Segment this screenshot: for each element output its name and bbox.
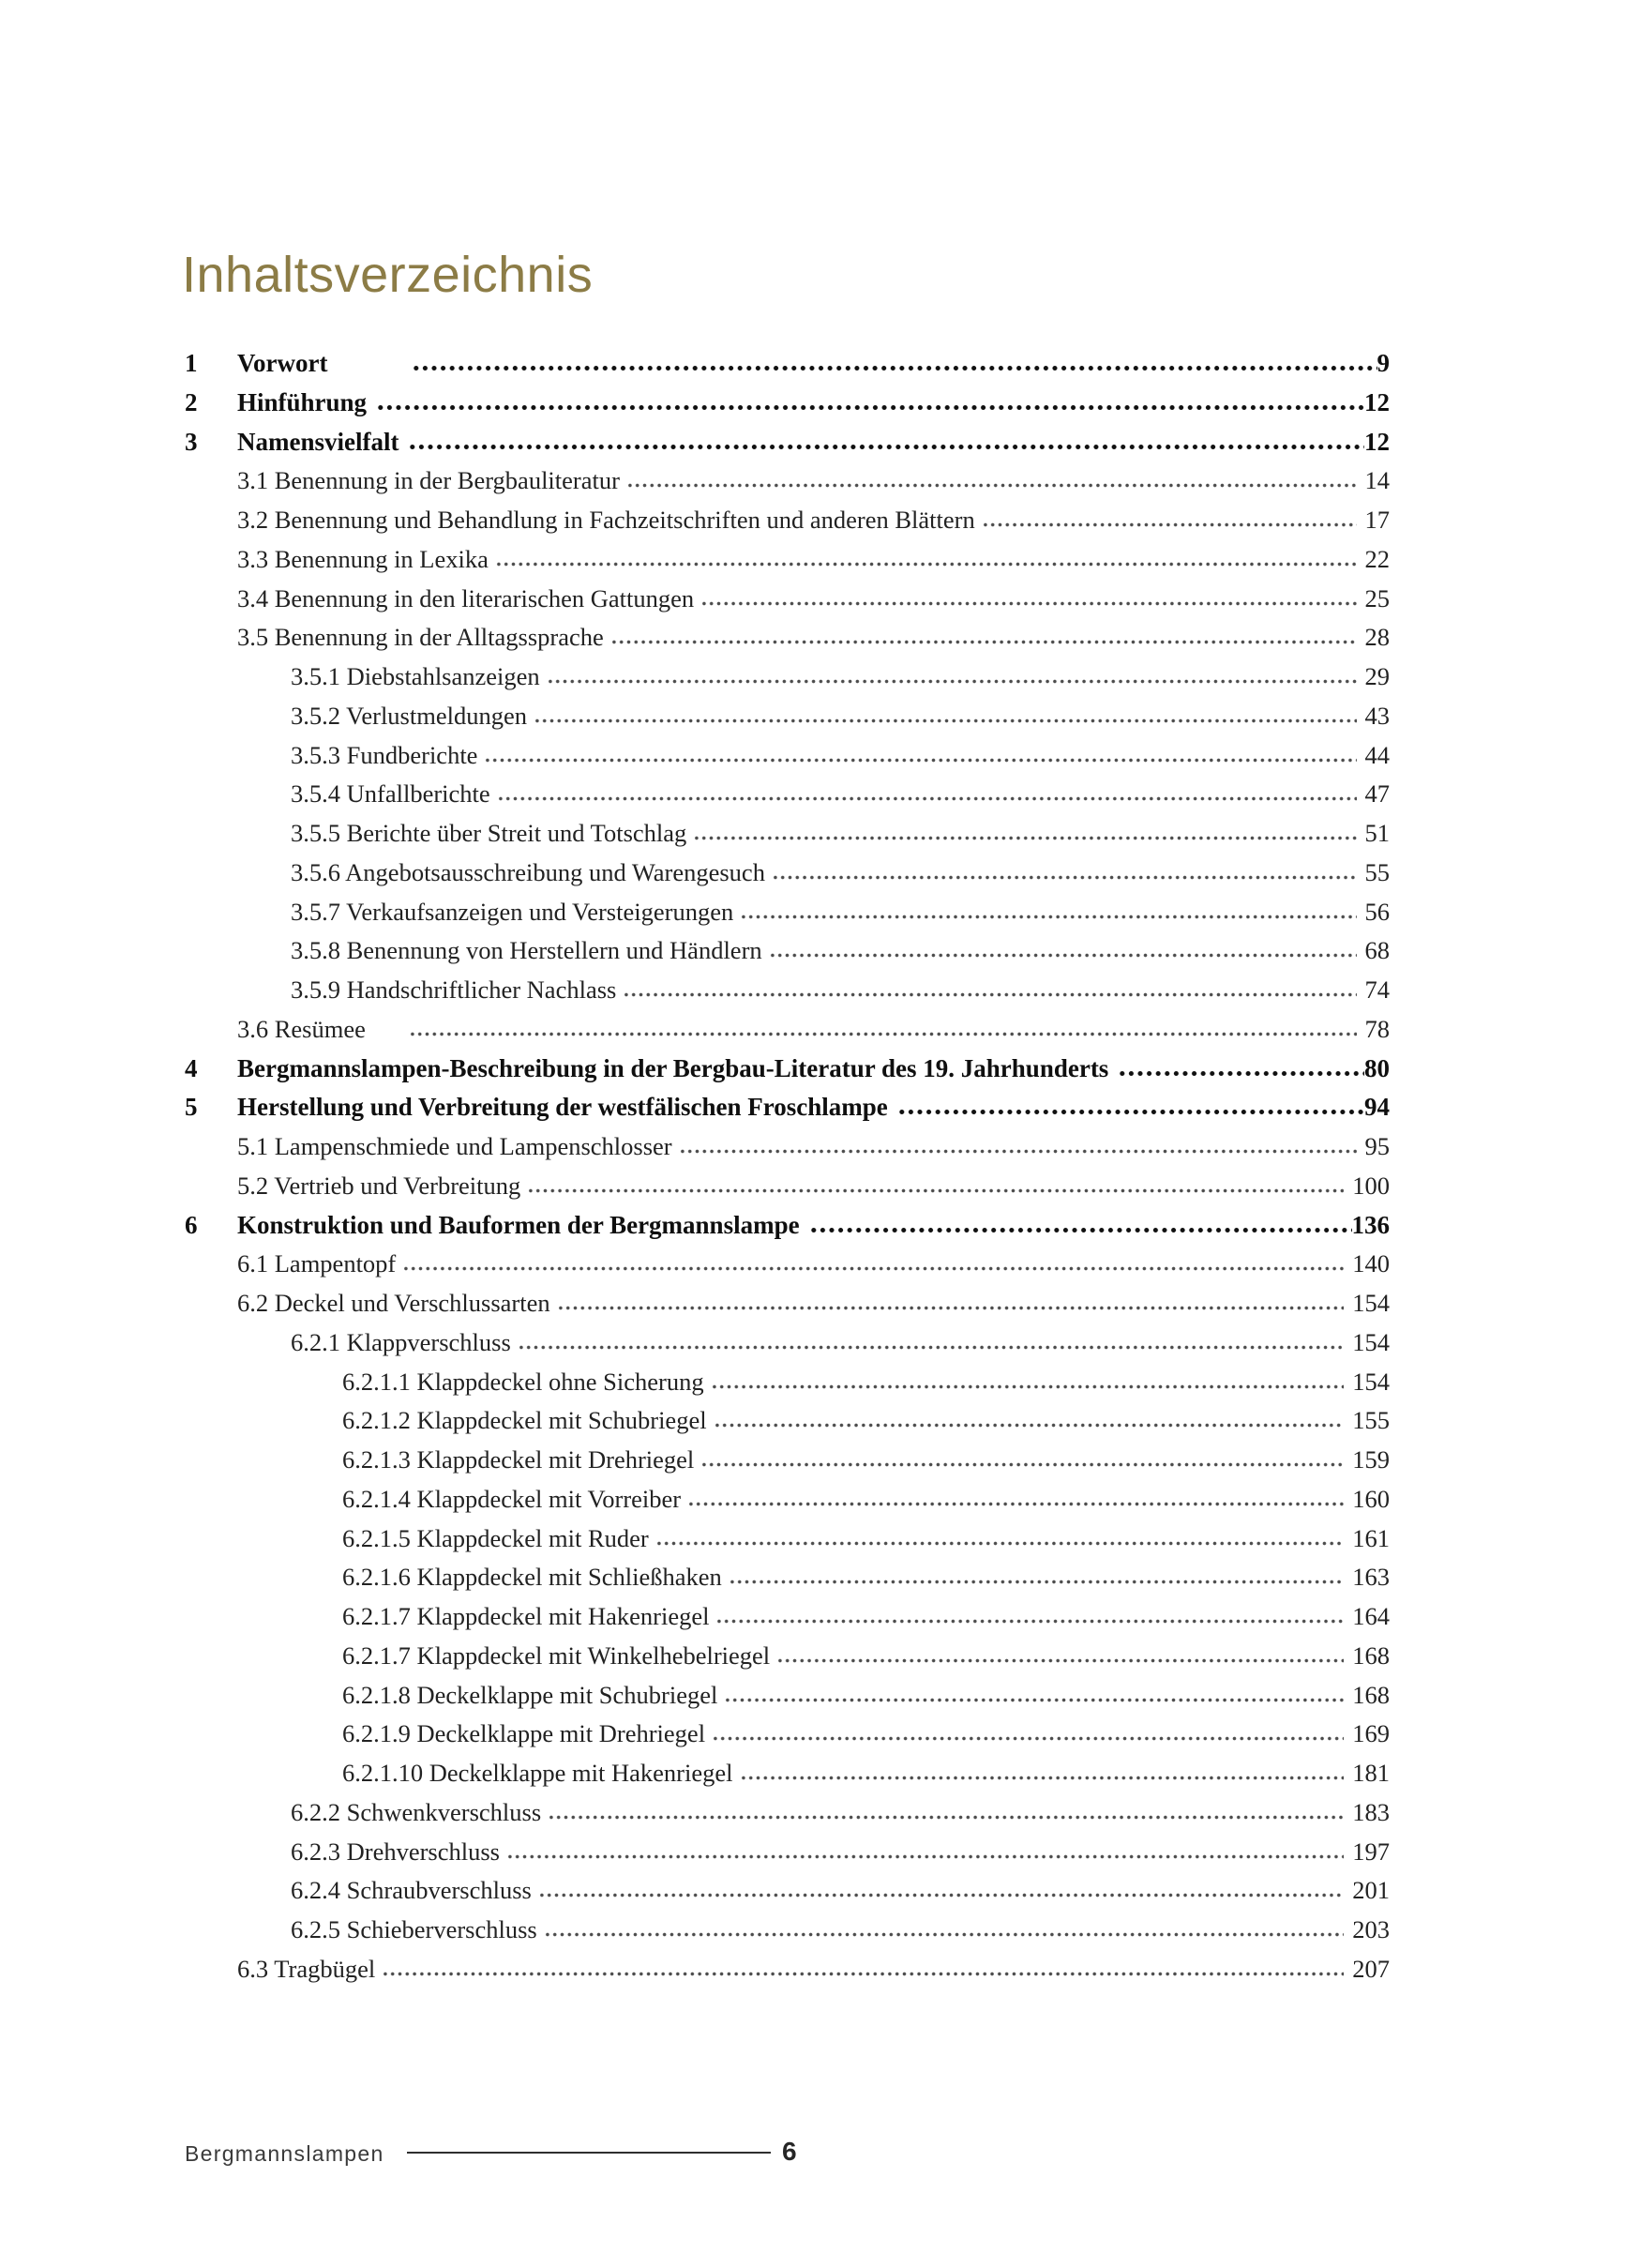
- toc-entry-text: [237, 388, 367, 417]
- toc-entry-text: [342, 1759, 733, 1788]
- toc-entry: [185, 1211, 1390, 1250]
- toc-entry-text: [237, 1132, 672, 1161]
- toc-entry-text: [237, 1955, 375, 1984]
- entry-page-number: 203: [1352, 1915, 1390, 1943]
- toc-entry: [185, 1759, 1390, 1798]
- toc-entry: [185, 1328, 1390, 1368]
- toc-entry: [185, 1641, 1390, 1681]
- entry-label: Klappdeckel mit Hakenriegel: [416, 1602, 710, 1630]
- entry-page-number: 136: [1351, 1210, 1390, 1239]
- section-number: 6.2.2: [291, 1797, 340, 1826]
- toc-entry: [185, 1054, 1390, 1094]
- section-number: 6.2.4: [291, 1876, 340, 1905]
- leader-dots: [740, 914, 1356, 920]
- entry-page-number: 47: [1364, 779, 1390, 809]
- section-number: 3.5.1: [291, 662, 340, 690]
- section-number: 3.5.6: [291, 857, 340, 886]
- toc-entry-text: [237, 1211, 800, 1240]
- entry-page-number: 55: [1364, 857, 1390, 886]
- toc-entry: [185, 898, 1390, 937]
- leader-dots: [711, 1383, 1345, 1390]
- leader-dots: [557, 1305, 1345, 1311]
- leader-dots: [402, 1265, 1344, 1272]
- leader-dots: [495, 561, 1357, 567]
- entry-page-number: 29: [1364, 662, 1390, 690]
- section-number: 6.2.1.9: [342, 1719, 411, 1748]
- leader-dots: [409, 1031, 1357, 1037]
- toc-entry-text: [291, 662, 540, 691]
- toc-entry-text: [291, 1798, 541, 1827]
- leader-dots: [623, 991, 1356, 998]
- page-title: Inhaltsverzeichnis: [182, 247, 594, 303]
- entry-label: Verkaufsanzeigen und Versteigerungen: [346, 897, 734, 926]
- section-number: 6.2.3: [291, 1837, 340, 1866]
- toc-entry-text: [237, 1093, 888, 1122]
- toc-entry: [185, 1132, 1390, 1172]
- section-number: 6.2: [237, 1289, 269, 1317]
- entry-label: Lampentopf: [274, 1249, 397, 1278]
- toc-entry: [185, 1719, 1390, 1759]
- entry-page-number: 154: [1352, 1327, 1390, 1356]
- leader-dots: [982, 522, 1357, 528]
- entry-page-number: 168: [1352, 1680, 1390, 1709]
- entry-label: Klappdeckel mit Winkelhebelriegel: [416, 1641, 771, 1670]
- entry-page-number: 168: [1352, 1641, 1390, 1670]
- entry-label: Vorwort: [237, 349, 328, 377]
- leader-dots: [700, 600, 1356, 607]
- entry-page-number: 154: [1352, 1367, 1390, 1396]
- entry-page-number: 201: [1352, 1876, 1390, 1905]
- entry-label: Bergmannslampen-Beschreibung in der Bergbau-Literatur des 19. Jahrhunderts: [237, 1053, 1109, 1082]
- toc-entry-text: [237, 1289, 550, 1318]
- toc-entry: [185, 1524, 1390, 1564]
- toc-entry: [185, 1602, 1390, 1641]
- leader-dots: [538, 1892, 1344, 1898]
- entry-label: Drehverschluss: [346, 1837, 500, 1866]
- toc-entry: [185, 466, 1390, 506]
- entry-page-number: 95: [1364, 1132, 1390, 1160]
- section-number: 3.6: [237, 1014, 269, 1043]
- entry-label: Klappdeckel mit Schließhaken: [416, 1563, 722, 1592]
- leader-dots: [809, 1227, 1352, 1233]
- entry-page-number: 181: [1352, 1759, 1390, 1787]
- leader-dots: [693, 835, 1356, 841]
- entry-page-number: 9: [1377, 349, 1390, 377]
- entry-label: Schieberverschluss: [346, 1915, 537, 1943]
- entry-page-number: 17: [1364, 506, 1390, 534]
- entry-page-number: 14: [1364, 466, 1390, 495]
- section-number: 6.2.1.3: [342, 1445, 411, 1474]
- footer-book-title: Bergmannslampen: [185, 2141, 384, 2166]
- leader-dots: [712, 1735, 1344, 1742]
- toc-entry: [185, 1563, 1390, 1602]
- leader-dots: [408, 444, 1364, 450]
- leader-dots: [772, 874, 1357, 881]
- toc-entry: [185, 1015, 1390, 1054]
- section-number: 3.5.9: [291, 975, 340, 1004]
- section-number: 3.4: [237, 583, 269, 612]
- section-number: 3.5.5: [291, 819, 340, 847]
- entry-label: Klappdeckel mit Ruder: [416, 1523, 649, 1552]
- section-number: 6.2.1.6: [342, 1563, 411, 1592]
- entry-page-number: 78: [1364, 1014, 1390, 1043]
- toc-entry-text: [237, 1015, 402, 1044]
- toc-entry: [185, 1485, 1390, 1524]
- toc-entry-text: [291, 1837, 500, 1867]
- section-number: 6.2.1.2: [342, 1406, 411, 1435]
- footer-page-number: 6: [782, 2137, 797, 2166]
- leader-dots: [729, 1579, 1344, 1585]
- toc-entry: [185, 1406, 1390, 1445]
- entry-page-number: 154: [1352, 1289, 1390, 1317]
- toc-entry: [185, 779, 1390, 819]
- entry-page-number: 140: [1352, 1249, 1390, 1278]
- toc-entry: [185, 858, 1390, 898]
- leader-dots: [740, 1775, 1345, 1781]
- toc-entry: [185, 1681, 1390, 1720]
- entry-label: Handschriftlicher Nachlass: [346, 975, 617, 1004]
- toc-entry: [185, 1445, 1390, 1485]
- entry-label: Tragbügel: [274, 1954, 376, 1983]
- chapter-number: 5: [185, 1093, 198, 1122]
- toc-entry: [185, 819, 1390, 858]
- section-number: 6.2.1.8: [342, 1680, 411, 1709]
- toc-entry-text: [237, 1054, 1108, 1083]
- toc-entry-text: [237, 428, 399, 457]
- entry-page-number: 183: [1352, 1797, 1390, 1826]
- toc-entry: [185, 741, 1390, 780]
- entry-page-number: 94: [1364, 1093, 1390, 1122]
- section-number: 3.5.7: [291, 897, 340, 926]
- entry-label: Klappdeckel mit Schubriegel: [416, 1406, 707, 1435]
- entry-page-number: 80: [1364, 1053, 1390, 1082]
- toc-entry: [185, 702, 1390, 741]
- toc-entry-text: [342, 1406, 707, 1435]
- entry-label: Hinführung: [237, 387, 368, 416]
- entry-label: Diebstahlsanzeigen: [346, 662, 540, 690]
- leader-dots: [548, 1814, 1344, 1821]
- leader-dots: [769, 952, 1357, 959]
- leader-dots: [547, 678, 1357, 685]
- entry-label: Fundberichte: [346, 740, 478, 769]
- entry-page-number: 43: [1364, 701, 1390, 730]
- entry-label: Klappverschluss: [346, 1327, 511, 1356]
- page-footer: [185, 2135, 1390, 2176]
- toc-entry-text: [291, 898, 733, 927]
- toc-entry-text: [342, 1368, 704, 1397]
- toc-entry-text: [342, 1485, 681, 1514]
- entry-page-number: 22: [1364, 544, 1390, 573]
- chapter-number: 3: [185, 427, 198, 456]
- section-number: 6.2.1.4: [342, 1484, 411, 1513]
- section-number: 6.1: [237, 1249, 269, 1278]
- toc-entry: [185, 1368, 1390, 1407]
- toc-entry-text: [237, 1172, 520, 1201]
- toc-entry-text: [342, 1445, 694, 1474]
- leader-dots: [518, 1344, 1344, 1351]
- section-number: 3.5.4: [291, 779, 340, 809]
- toc-entry: [185, 623, 1390, 662]
- entry-label: Vertrieb und Verbreitung: [274, 1171, 521, 1200]
- entry-label: Benennung in der Alltagssprache: [274, 623, 604, 652]
- entry-label: Herstellung und Verbreitung der westfälischen Froschlampe: [237, 1093, 888, 1122]
- toc-entry: [185, 1876, 1390, 1915]
- leader-dots: [715, 1618, 1344, 1625]
- entry-label: Lampenschmiede und Lampenschlosser: [274, 1132, 672, 1160]
- section-number: 6.2.1.1: [342, 1367, 411, 1396]
- toc-entry: [185, 1289, 1390, 1328]
- leader-dots: [700, 1461, 1344, 1468]
- entry-page-number: 207: [1352, 1954, 1390, 1983]
- chapter-number: 4: [185, 1053, 198, 1082]
- entry-page-number: 164: [1352, 1602, 1390, 1630]
- section-number: 5.2: [237, 1171, 269, 1200]
- entry-label: Berichte über Streit und Totschlag: [346, 819, 687, 847]
- toc-entry-text: [342, 1641, 770, 1671]
- section-number: 3.2: [237, 506, 269, 534]
- toc-entry-text: [291, 702, 527, 731]
- entry-page-number: 68: [1364, 936, 1390, 965]
- leader-dots: [506, 1853, 1344, 1860]
- toc-entry: [185, 349, 1390, 388]
- toc-entry-text: [291, 1876, 532, 1905]
- toc-entry: [185, 1915, 1390, 1955]
- toc-entry: [185, 1837, 1390, 1877]
- entry-page-number: 44: [1364, 740, 1390, 769]
- entry-label: Namensvielfalt: [237, 427, 399, 456]
- toc-entry: [185, 388, 1390, 428]
- toc-entry-text: [291, 741, 477, 770]
- leader-dots: [724, 1697, 1344, 1703]
- entry-page-number: 74: [1364, 975, 1390, 1004]
- toc-entry-text: [237, 545, 489, 574]
- section-number: 3.3: [237, 544, 269, 573]
- entry-label: Schwenkverschluss: [346, 1797, 542, 1826]
- toc-entry-text: [291, 1915, 537, 1944]
- leader-dots: [382, 1971, 1344, 1977]
- section-number: 6.2.1.10: [342, 1759, 424, 1787]
- leader-dots: [610, 639, 1357, 645]
- toc-entry: [185, 1955, 1390, 1994]
- leader-dots: [534, 718, 1357, 724]
- toc-entry-text: [237, 584, 694, 613]
- section-number: 3.5.2: [291, 701, 340, 730]
- toc-entry: [185, 584, 1390, 624]
- leader-dots: [497, 795, 1357, 802]
- toc-entry-text: [291, 975, 616, 1005]
- entry-page-number: 159: [1352, 1445, 1390, 1474]
- chapter-number: 1: [185, 349, 198, 377]
- section-number: 5.1: [237, 1132, 269, 1160]
- entry-label: Deckelklappe mit Schubriegel: [416, 1680, 718, 1709]
- entry-label: Deckel und Verschlussarten: [274, 1289, 550, 1317]
- toc-entry-text: [237, 1249, 396, 1278]
- entry-page-number: 56: [1364, 897, 1390, 926]
- entry-page-number: 169: [1352, 1719, 1390, 1748]
- entry-label: Schraubverschluss: [346, 1876, 532, 1905]
- leader-dots: [412, 365, 1377, 371]
- toc-entry-text: [237, 506, 975, 535]
- leader-dots: [687, 1501, 1344, 1507]
- toc-entry: [185, 428, 1390, 467]
- toc-entry-text: [291, 858, 765, 887]
- entry-label: Benennung in der Bergbauliteratur: [274, 466, 620, 495]
- toc-entry: [185, 936, 1390, 975]
- entry-label: Benennung und Behandlung in Fachzeitschriften und anderen Blättern: [274, 506, 975, 534]
- toc-entry-text: [237, 623, 604, 652]
- section-number: 3.1: [237, 466, 269, 495]
- entry-page-number: 161: [1352, 1523, 1390, 1552]
- entry-label: Benennung in den literarischen Gattungen: [274, 583, 695, 612]
- leader-dots: [1118, 1070, 1364, 1077]
- section-number: 6.2.1: [291, 1327, 340, 1356]
- section-number: 3.5.8: [291, 936, 340, 965]
- section-number: 6.2.1.7: [342, 1602, 411, 1630]
- entry-page-number: 155: [1352, 1406, 1390, 1435]
- leader-dots: [776, 1657, 1344, 1664]
- toc-entry-text: [291, 779, 490, 809]
- toc-entry-text: [237, 466, 620, 495]
- chapter-number: 2: [185, 387, 198, 416]
- entry-label: Angebotsausschreibung und Warengesuch: [345, 857, 765, 886]
- entry-label: Benennung in Lexika: [274, 544, 489, 573]
- toc-entry: [185, 506, 1390, 545]
- section-number: 3.5.3: [291, 740, 340, 769]
- toc-entry: [185, 545, 1390, 584]
- toc-entry: [185, 1172, 1390, 1211]
- toc-list: [185, 349, 1390, 1994]
- toc-entry-text: [342, 1681, 717, 1710]
- toc-entry: [185, 1093, 1390, 1132]
- entry-label: Konstruktion und Bauformen der Bergmannslampe: [237, 1210, 800, 1239]
- toc-entry-text: [342, 1602, 709, 1631]
- entry-label: Benennung von Herstellern und Händlern: [346, 936, 762, 965]
- entry-page-number: 163: [1352, 1563, 1390, 1592]
- entry-label: Deckelklappe mit Drehriegel: [416, 1719, 706, 1748]
- entry-label: Klappdeckel ohne Sicherung: [416, 1367, 704, 1396]
- leader-dots: [376, 404, 1364, 411]
- entry-page-number: 51: [1364, 819, 1390, 847]
- entry-page-number: 12: [1364, 427, 1390, 456]
- entry-page-number: 25: [1364, 583, 1390, 612]
- entry-page-number: 160: [1352, 1484, 1390, 1513]
- toc-entry: [185, 1798, 1390, 1837]
- entry-label: Deckelklappe mit Hakenriegel: [429, 1759, 733, 1787]
- leader-dots: [484, 757, 1356, 764]
- section-number: 6.3: [237, 1954, 269, 1983]
- footer-rule: [407, 2152, 771, 2154]
- leader-dots: [897, 1109, 1364, 1115]
- toc-entry: [185, 1249, 1390, 1289]
- section-number: 6.2.1.7: [342, 1641, 411, 1670]
- toc-entry-text: [342, 1563, 722, 1592]
- toc-entry: [185, 662, 1390, 702]
- toc-entry-text: [291, 1328, 511, 1357]
- toc-entry-text: [291, 819, 686, 848]
- section-number: 6.2.5: [291, 1915, 340, 1943]
- leader-dots: [679, 1148, 1357, 1155]
- leader-dots: [714, 1422, 1345, 1429]
- leader-dots: [655, 1540, 1344, 1547]
- entry-page-number: 100: [1352, 1171, 1390, 1200]
- entry-label: Klappdeckel mit Vorreiber: [416, 1484, 682, 1513]
- toc-entry-text: [342, 1719, 705, 1748]
- entry-label: Klappdeckel mit Drehriegel: [416, 1445, 695, 1474]
- entry-label: Verlustmeldungen: [346, 701, 527, 730]
- toc-entry-text: [237, 349, 402, 378]
- leader-dots: [527, 1187, 1344, 1194]
- toc-entry: [185, 975, 1390, 1015]
- entry-page-number: 28: [1364, 623, 1390, 652]
- leader-dots: [626, 482, 1357, 489]
- section-number: 6.2.1.5: [342, 1523, 411, 1552]
- entry-page-number: 12: [1364, 387, 1390, 416]
- entry-label: Resümee: [274, 1014, 366, 1043]
- entry-label: Unfallberichte: [346, 779, 490, 809]
- toc-entry-text: [291, 936, 762, 965]
- leader-dots: [544, 1931, 1345, 1938]
- toc-entry-text: [342, 1524, 649, 1553]
- chapter-number: 6: [185, 1210, 198, 1239]
- section-number: 3.5: [237, 623, 269, 652]
- entry-page-number: 197: [1352, 1837, 1390, 1866]
